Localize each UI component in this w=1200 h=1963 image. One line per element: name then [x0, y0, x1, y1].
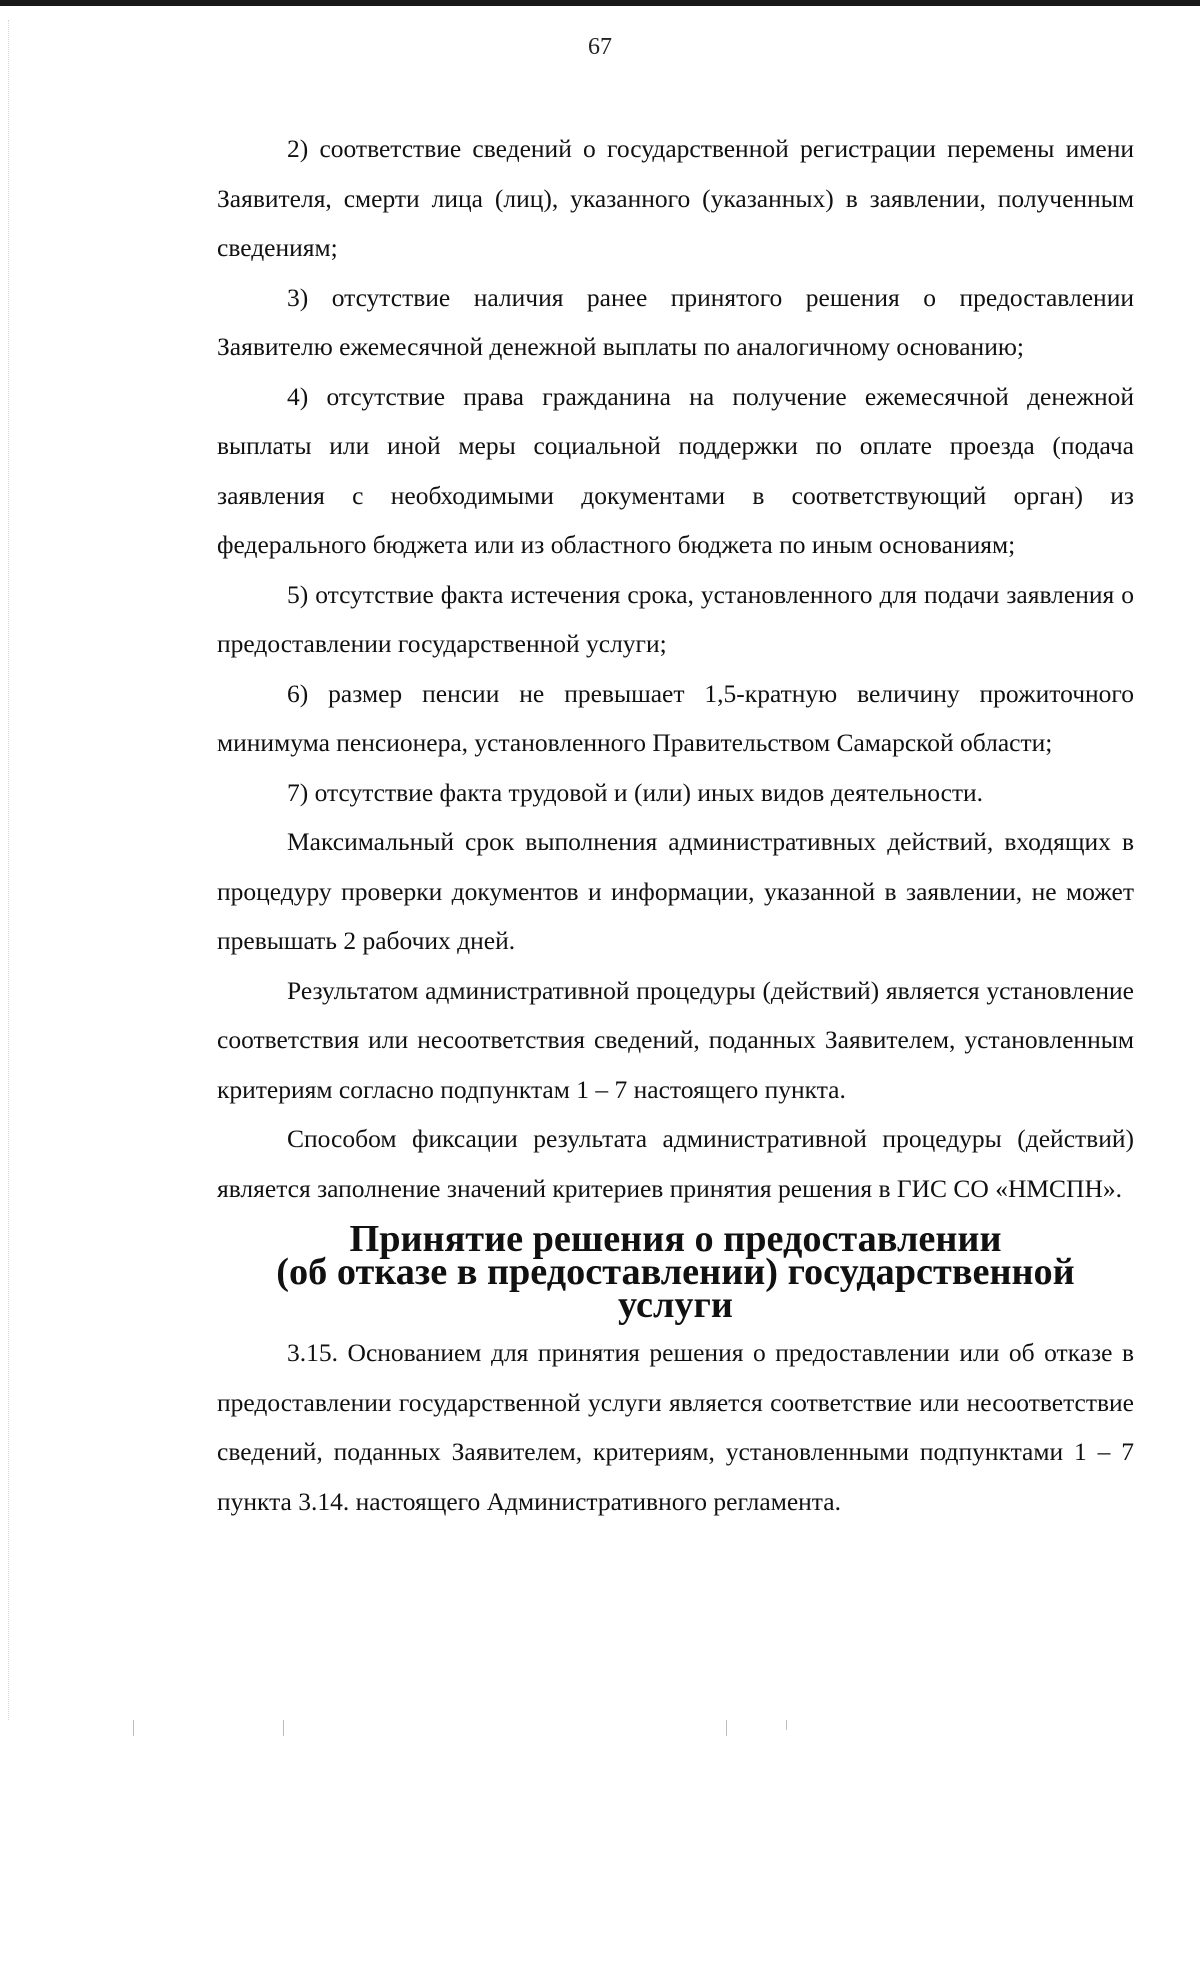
section-heading [217, 1213, 1134, 1328]
top-scan-border [0, 0, 1200, 6]
paragraph-item-4: 4) отсутствие права гражданина на получение ежемесячной денежной выплаты или иной меры социальной поддержки по оплате проезда (подача заявления с необходимыми документами в соответствующий орган) из федерального бюджета или из областного бюджета по иным основаниям; [217, 381, 1134, 559]
scan-tick-mark [133, 1720, 134, 1736]
page-number: 67 [588, 34, 612, 60]
paragraph-item-5: 5) отсутствие факта истечения срока, установленного для подачи заявления о предоставлении государственной услуги; [217, 579, 1134, 658]
scan-artifacts [0, 1720, 1200, 1740]
scan-tick-mark [786, 1720, 787, 1730]
document-body [217, 124, 1134, 1526]
paragraph-3-15: 3.15. Основанием для принятия решения о предоставлении или об отказе в предоставлении государственной услуги является соответствие или несоответствие сведений, поданных Заявителем, критериям, установленными подпунктами 1 – 7 пункта 3.14. настоящего Административного регламента. [217, 1338, 1134, 1516]
section-heading-line-2: (об отказе в предоставлении) государственной услуги [276, 1251, 1075, 1326]
scan-tick-mark [283, 1720, 284, 1736]
paragraph-fixation: Способом фиксации результата административной процедуры (действий) является заполнение значений критериев принятия решения в ГИС СО «НМСПН». [217, 1124, 1134, 1203]
left-scan-edge [8, 20, 11, 1720]
paragraph-item-6: 6) размер пенсии не превышает 1,5-кратную величину прожиточного минимума пенсионера, установленного Правительством Самарской области; [217, 678, 1134, 757]
paragraph-item-2: 2) соответствие сведений о государственной регистрации перемены имени Заявителя, смерти лица (лиц), указанного (указанных) в заявлении, полученным сведениям; [217, 134, 1134, 262]
paragraph-max-term: Максимальный срок выполнения административных действий, входящих в процедуру проверки документов и информации, указанной в заявлении, не может превышать 2 рабочих дней. [217, 827, 1134, 955]
paragraph-result: Результатом административной процедуры (действий) является установление соответствия или несоответствия сведений, поданных Заявителем, установленным критериям согласно подпунктам 1 – 7 настоящего пункта. [217, 975, 1134, 1104]
section-heading-line-1: Принятие решения о предоставлении [349, 1218, 1002, 1260]
scan-tick-mark [726, 1720, 727, 1736]
paragraph-item-7: 7) отсутствие факта трудовой и (или) иных видов деятельности. [287, 777, 984, 807]
paragraph-item-3: 3) отсутствие наличия ранее принятого решения о предоставлении Заявителю ежемесячной денежной выплаты по аналогичному основанию; [217, 282, 1134, 361]
